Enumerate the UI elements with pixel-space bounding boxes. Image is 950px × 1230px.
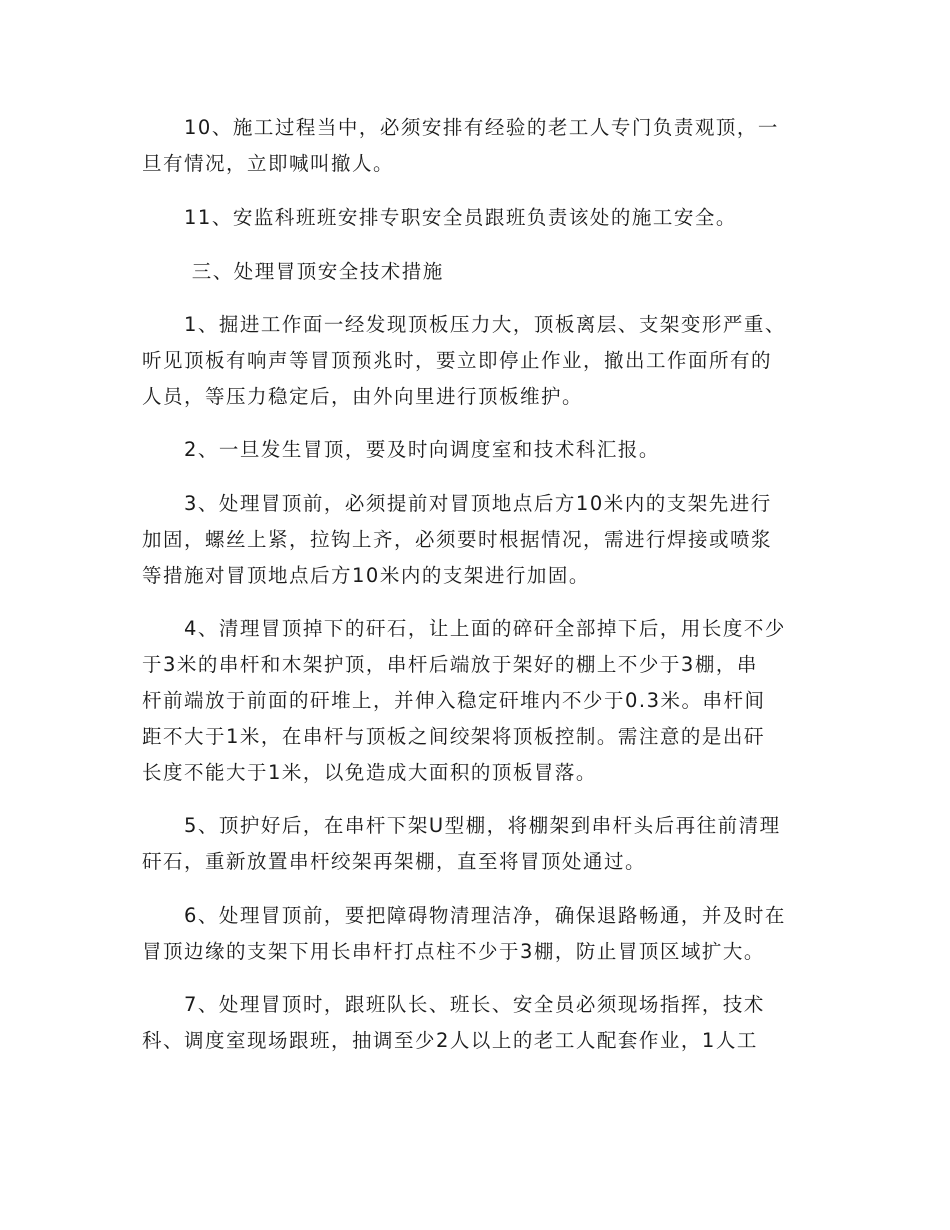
paragraph-line: 于3米的串杆和木架护顶，串杆后端放于架好的棚上不少于3棚，串 [142, 653, 758, 676]
paragraph-line: 距不大于1米，在串杆与顶板之间绞架将顶板控制。需注意的是出矸 [142, 725, 765, 748]
paragraph-line: 3、处理冒顶前，必须提前对冒顶地点后方10米内的支架先进行 [142, 492, 772, 515]
paragraph-line: 等措施对冒顶地点后方10米内的支架进行加固。 [142, 564, 590, 587]
paragraph-line: 旦有情况，立即喊叫撤人。 [142, 152, 395, 175]
paragraph-line: 1、掘进工作面一经发现顶板压力大，顶板离层、支架变形严重、 [142, 313, 786, 336]
paragraph-line: 10、施工过程当中，必须安排有经验的老工人专门负责观顶，一 [142, 116, 779, 139]
paragraph-line: 7、处理冒顶时，跟班队长、班长、安全员必须现场指挥，技术 [142, 993, 765, 1016]
paragraph-line: 科、调度室现场跟班，抽调至少2人以上的老工人配套作业，1人工 [142, 1029, 758, 1052]
paragraph-line: 6、处理冒顶前，要把障碍物清理洁净，确保退路畅通，并及时在 [142, 904, 786, 927]
paragraph-line: 杆前端放于前面的矸堆上，并伸入稳定矸堆内不少于0.3米。串杆间 [142, 689, 766, 712]
paragraph-line: 人员，等压力稳定后，由外向里进行顶板维护。 [142, 385, 584, 408]
paragraph-line: 冒顶边缘的支架下用长串杆打点柱不少于3棚，防止冒顶区域扩大。 [142, 940, 765, 963]
paragraph-line: 4、清理冒顶掉下的矸石，让上面的碎矸全部掉下后，用长度不少 [142, 617, 786, 640]
paragraph-line: 2、一旦发生冒顶，要及时向调度室和技术科汇报。 [142, 438, 660, 461]
paragraph-line: 听见顶板有响声等冒顶预兆时，要立即停止作业，撤出工作面所有的 [142, 349, 773, 372]
paragraph-line: 矸石，重新放置串杆绞架再架棚，直至将冒顶处通过。 [142, 850, 647, 873]
section-heading: 三、处理冒顶安全技术措施 [142, 260, 444, 283]
paragraph-line: 长度不能大于1米，以免造成大面积的顶板冒落。 [142, 761, 597, 784]
paragraph-line: 11、安监科班班安排专职安全员跟班负责该处的施工安全。 [142, 206, 737, 229]
paragraph-line: 5、顶护好后，在串杆下架U型棚，将棚架到串杆头后再往前清理 [142, 814, 781, 837]
paragraph-line: 加固，螺丝上紧，拉钩上齐，必须要时根据情况，需进行焊接或喷浆 [142, 528, 773, 551]
